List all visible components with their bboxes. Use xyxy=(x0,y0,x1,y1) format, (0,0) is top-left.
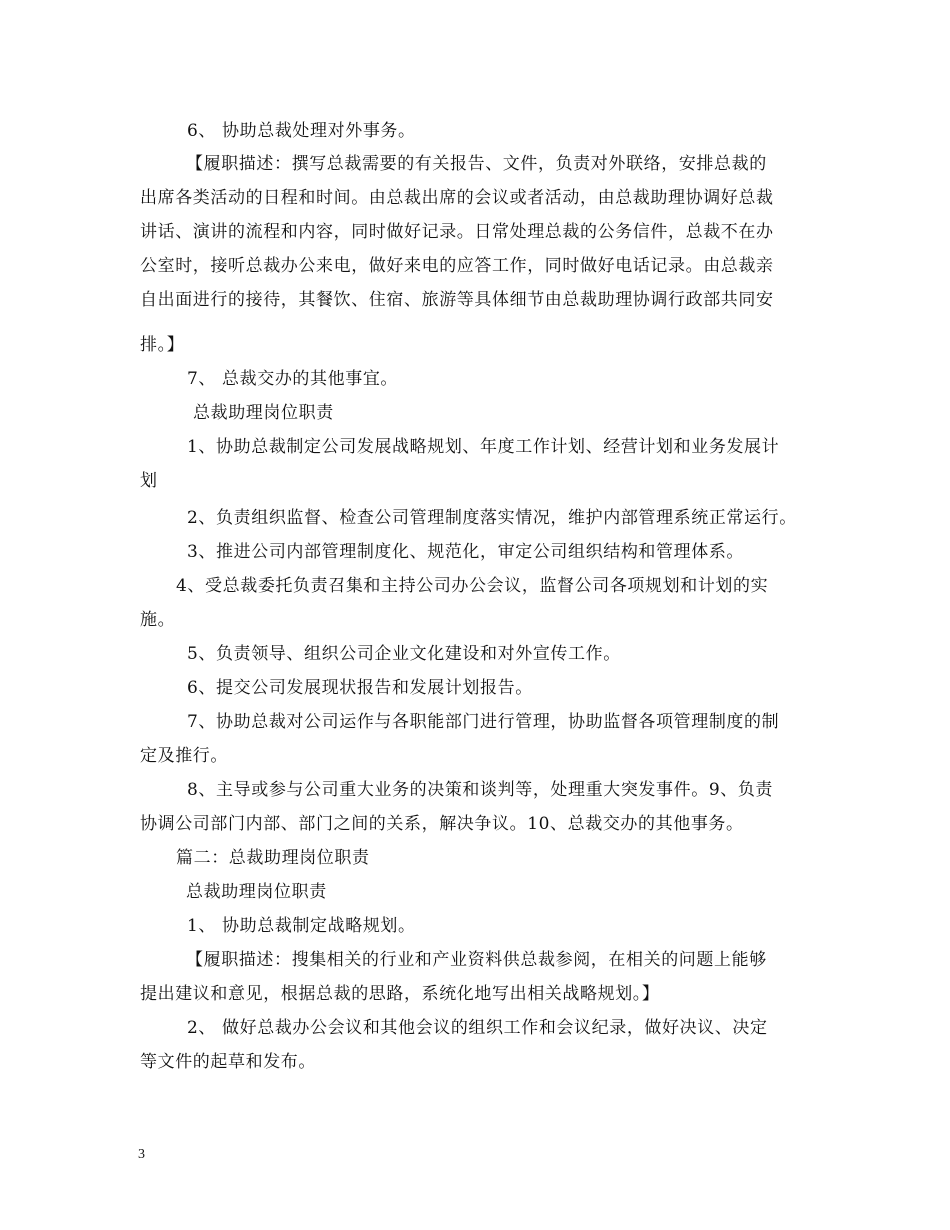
text-line: 公室时，接听总裁办公来电，做好来电的应答工作，同时做好电话记录。由总裁亲 xyxy=(140,256,774,276)
text-line: 【履职描述：搜集相关的行业和产业资料供总裁参阅，在相关的问题上能够 xyxy=(186,950,767,970)
text-line: 出席各类活动的日程和时间。由总裁出席的会议或者活动，由总裁助理协调好总裁 xyxy=(140,188,774,208)
text-line: 【履职描述：撰写总裁需要的有关报告、文件，负责对外联络，安排总裁的 xyxy=(186,154,767,174)
text-line: 施。 xyxy=(140,610,176,630)
text-line: 2、负责组织监督、检查公司管理制度落实情况，维护内部管理系统正常运行。 xyxy=(187,508,797,528)
text-line: 8、主导或参与公司重大业务的决策和谈判等，处理重大突发事件。9、负责 xyxy=(187,780,774,800)
text-line: 讲话、演讲的流程和内容，同时做好记录。日常处理总裁的公务信件，总裁不在办 xyxy=(140,222,774,242)
text-line: 6、提交公司发展现状报告和发展计划报告。 xyxy=(187,678,533,698)
text-line: 3、推进公司内部管理制度化、规范化，审定公司组织结构和管理体系。 xyxy=(187,542,745,562)
text-line: 定及推行。 xyxy=(140,746,228,766)
text-line: 协调公司部门内部、部门之间的关系，解决争议。10、总裁交办的其他事务。 xyxy=(140,814,744,834)
page-number: 3 xyxy=(138,1147,145,1162)
section-heading: 篇二：总裁助理岗位职责 xyxy=(176,848,370,868)
section-heading: 总裁助理岗位职责 xyxy=(186,882,327,902)
text-line: 1、 协助总裁制定战略规划。 xyxy=(187,916,416,936)
text-line: 7、协助总裁对公司运作与各职能部门进行管理，协助监督各项管理制度的制 xyxy=(187,712,780,732)
text-line: 排。】 xyxy=(140,335,185,355)
text-line: 5、负责领导、组织公司企业文化建设和对外宣传工作。 xyxy=(187,644,621,664)
section-heading: 总裁助理岗位职责 xyxy=(193,403,334,423)
text-line: 6、 协助总裁处理对外事务。 xyxy=(187,121,416,141)
text-line: 等文件的起草和发布。 xyxy=(140,1052,316,1072)
text-line: 提出建议和意见，根据总裁的思路，系统化地写出相关战略规划。】 xyxy=(140,984,660,1004)
text-line: 1、协助总裁制定公司发展战略规划、年度工作计划、经营计划和业务发展计 xyxy=(187,437,780,457)
text-line: 自出面进行的接待，其餐饮、住宿、旅游等具体细节由总裁助理协调行政部共同安 xyxy=(140,290,774,310)
text-line: 7、 总裁交办的其他事宜。 xyxy=(187,369,399,389)
text-line: 4、受总裁委托负责召集和主持公司办公会议，监督公司各项规划和计划的实 xyxy=(176,576,769,596)
text-line: 划 xyxy=(140,471,158,491)
text-line: 2、 做好总裁办公会议和其他会议的组织工作和会议纪录，做好决议、决定 xyxy=(187,1018,768,1038)
